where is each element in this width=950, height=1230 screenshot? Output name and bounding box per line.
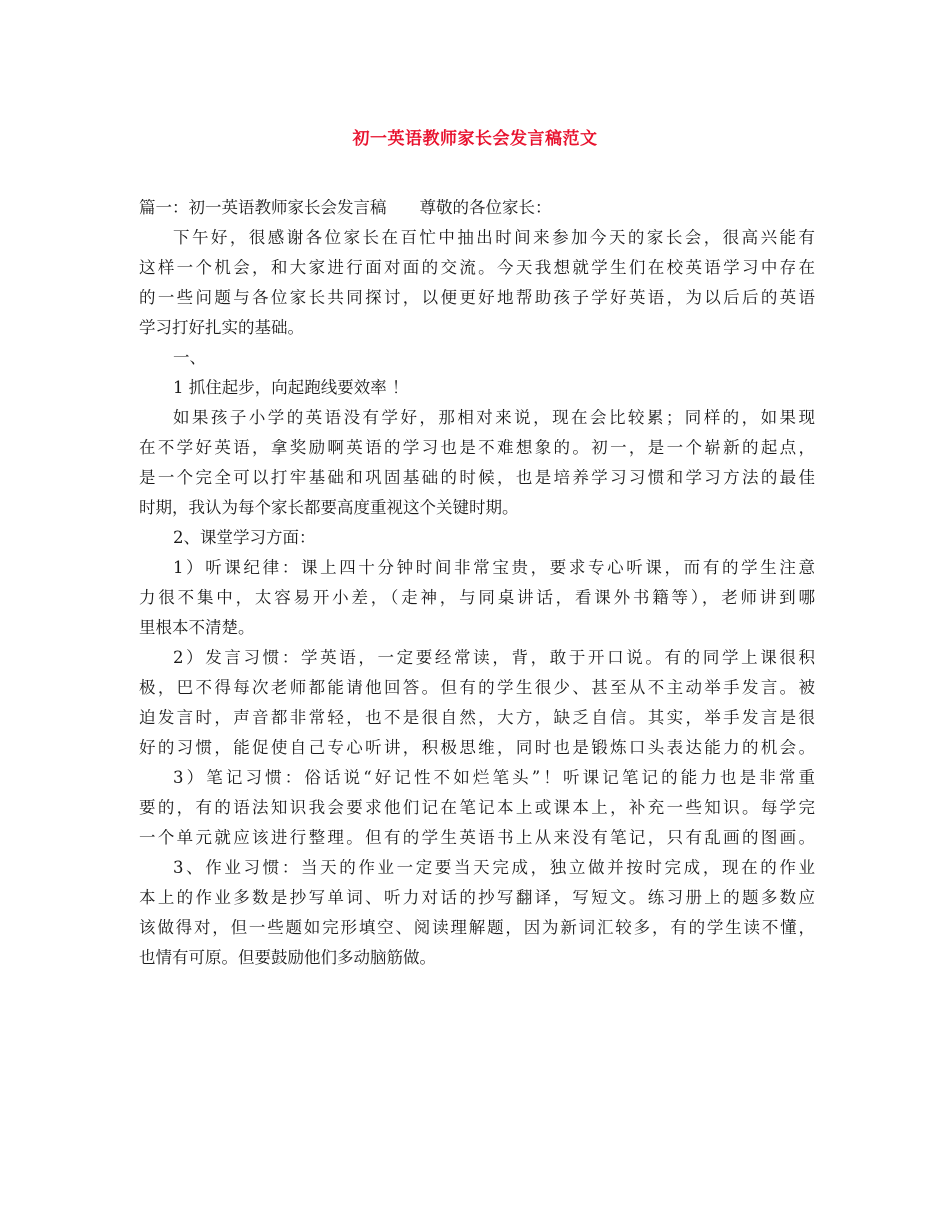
text-line: 一、: [173, 348, 206, 367]
text-line: 本上的作业多数是抄写单词、听力对话的抄写翻译，写短文。练习册上的题多数应: [139, 888, 815, 907]
document-title: 初一英语教师家长会发言稿范文: [352, 129, 598, 149]
text-line: 2）发言习惯：学英语，一定要经常读，背，敢于开口说。有的同学上课很积: [173, 648, 815, 667]
text-line: 时期，我认为每个家长都要高度重视这个关键时期。: [139, 498, 519, 517]
text-line: 1）听课纪律：课上四十分钟时间非常宝贵，要求专心听课，而有的学生注意: [173, 558, 815, 577]
text-line: 篇一：初一英语教师家长会发言稿 尊敬的各位家长：: [139, 198, 552, 217]
text-line: 该做得对，但一些题如完形填空、阅读理解题，因为新词汇较多，有的学生读不懂，: [139, 918, 815, 937]
text-line: 下午好，很感谢各位家长在百忙中抽出时间来参加今天的家长会，很高兴能有: [173, 228, 815, 247]
text-line: 一个单元就应该进行整理。但有的学生英语书上从来没有笔记，只有乱画的图画。: [139, 828, 815, 847]
text-line: 的一些问题与各位家长共同探讨，以便更好地帮助孩子学好英语，为以后后的英语: [139, 288, 815, 307]
document-body: [139, 193, 815, 973]
text-line: 这样一个机会，和大家进行面对面的交流。今天我想就学生们在校英语学习中存在: [139, 258, 815, 277]
text-line: 要的，有的语法知识我会要求他们记在笔记本上或课本上，补充一些知识。每学完: [139, 798, 815, 817]
text-line: 学习打好扎实的基础。: [139, 318, 304, 337]
text-line: 也情有可原。但要鼓励他们多动脑筋做。: [139, 948, 436, 967]
text-line: 在不学好英语，拿奖励啊英语的学习也是不难想象的。初一，是一个崭新的起点，: [139, 438, 815, 457]
text-line: 好的习惯，能促使自己专心听讲，积极思维，同时也是锻炼口头表达能力的机会。: [139, 738, 815, 757]
text-line: 2、课堂学习方面：: [173, 528, 316, 547]
text-line: 里根本不清楚。: [139, 618, 255, 637]
text-line: 力很不集中，太容易开小差，（走神，与同桌讲话，看课外书籍等），老师讲到哪: [139, 588, 815, 607]
text-line: 3、作业习惯：当天的作业一定要当天完成，独立做并按时完成，现在的作业: [173, 858, 815, 877]
text-line: 3）笔记习惯：俗话说“好记性不如烂笔头”！听课记笔记的能力也是非常重: [173, 768, 815, 787]
text-line: 1 抓住起步，向起跑线要效率 ！: [173, 378, 409, 397]
text-line: 极，巴不得每次老师都能请他回答。但有的学生很少、甚至从不主动举手发言。被: [139, 678, 815, 697]
text-line: 如果孩子小学的英语没有学好，那相对来说，现在会比较累；同样的，如果现: [173, 408, 815, 427]
text-line: 是一个完全可以打牢基础和巩固基础的时候，也是培养学习习惯和学习方法的最佳: [139, 468, 815, 487]
text-line: 迫发言时，声音都非常轻，也不是很自然，大方，缺乏自信。其实，举手发言是很: [139, 708, 815, 727]
